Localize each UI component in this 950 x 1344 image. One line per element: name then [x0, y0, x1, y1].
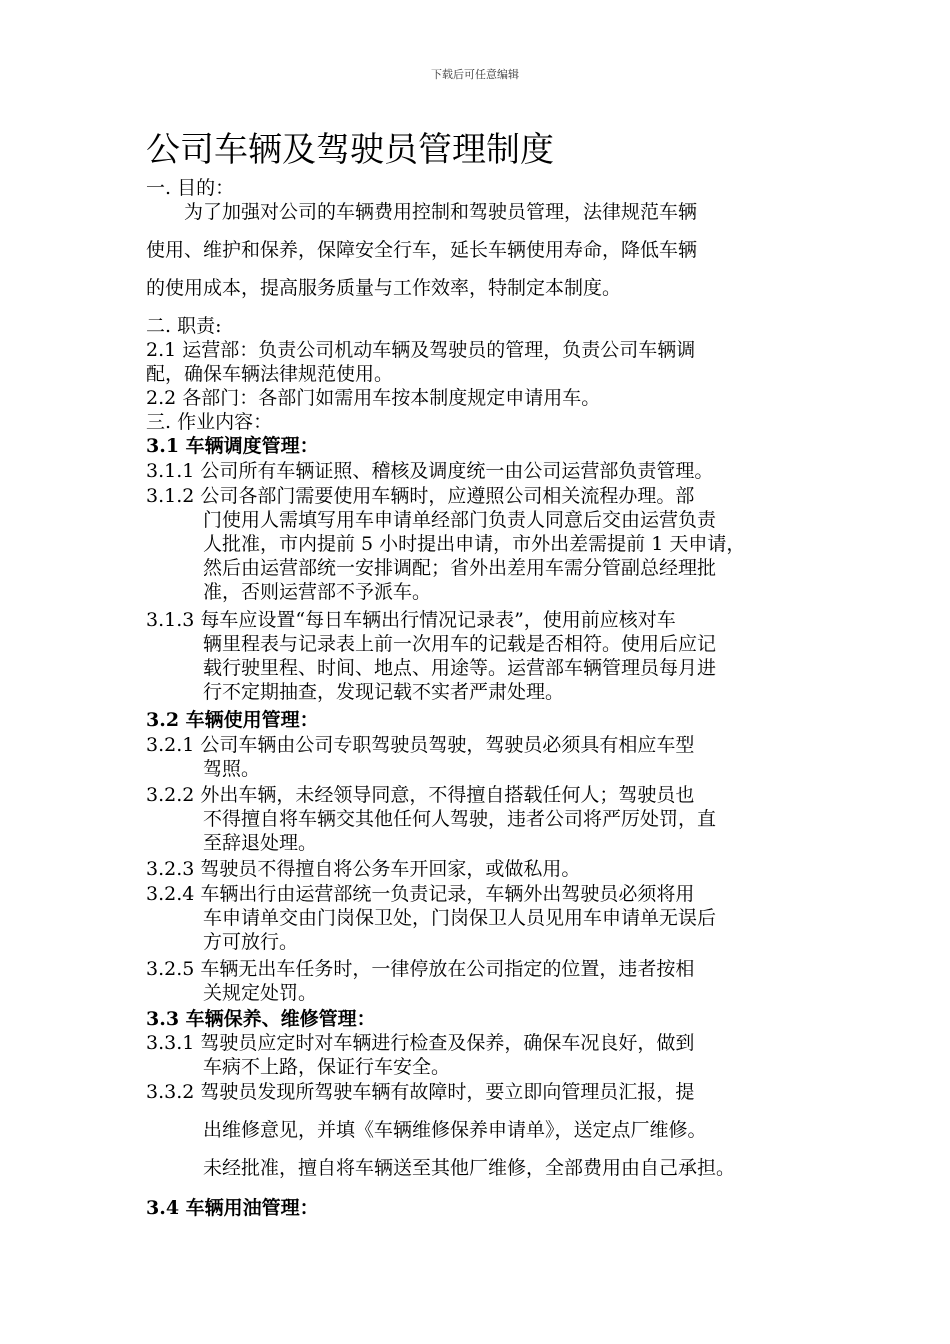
subsection-3-2-heading: 3.2 车辆使用管理：	[146, 709, 319, 731]
document-title: 公司车辆及驾驶员管理制度	[146, 130, 554, 170]
item-line: 2.1 运营部：负责公司机动车辆及驾驶员的管理，负责公司车辆调	[146, 339, 696, 361]
item-line: 辆里程表与记录表上前一次用车的记载是否相符。使用后应记	[203, 633, 717, 655]
header-note: 下载后可任意编辑	[431, 68, 519, 81]
section-3-heading: 三. 作业内容：	[146, 411, 273, 433]
purpose-paragraph	[146, 193, 826, 307]
item-line: 3.1.3 每车应设置“每日车辆出行情况记录表”，使用前应核对车	[146, 609, 676, 631]
item-3-1-2	[146, 484, 826, 604]
item-line: 未经批准，擅自将车辆送至其他厂维修，全部费用由自己承担。	[203, 1157, 736, 1179]
item-3-1-1: 3.1.1 公司所有车辆证照、稽核及调度统一由公司运营部负责管理。	[146, 460, 714, 482]
item-line: 车病不上路，保证行车安全。	[203, 1056, 451, 1078]
paragraph-line: 的使用成本，提高服务质量与工作效率，特制定本制度。	[146, 277, 622, 299]
item-line: 方可放行。	[203, 931, 299, 953]
duty-item-2-2: 2.2 各部门：各部门如需用车按本制度规定申请用车。	[146, 387, 601, 409]
paragraph-line: 使用、维护和保养，保障安全行车，延长车辆使用寿命，降低车辆	[146, 239, 698, 261]
item-line: 3.2.5 车辆无出车任务时，一律停放在公司指定的位置，违者按相	[146, 958, 695, 980]
item-line: 驾照。	[203, 758, 261, 780]
subsection-3-3-heading: 3.3 车辆保养、维修管理：	[146, 1008, 376, 1030]
item-line: 3.2.2 外出车辆，未经领导同意，不得擅自搭载任何人；驾驶员也	[146, 784, 695, 806]
item-line: 门使用人需填写用车申请单经部门负责人同意后交由运营负责	[203, 509, 717, 531]
item-line: 3.3.1 驾驶员应定时对车辆进行检查及保养，确保车况良好，做到	[146, 1032, 695, 1054]
duty-item-2-1	[146, 338, 826, 386]
item-3-3-1	[146, 1031, 826, 1079]
item-line: 载行驶里程、时间、地点、用途等。运营部车辆管理员每月进	[203, 657, 717, 679]
item-3-2-4	[146, 882, 826, 954]
item-line: 出维修意见，并填《车辆维修保养申请单》，送定点厂维修。	[203, 1119, 707, 1141]
item-line: 不得擅自将车辆交其他任何人驾驶，违者公司将严厉处罚，直	[203, 808, 717, 830]
item-3-2-5	[146, 957, 826, 1005]
item-line: 3.2.4 车辆出行由运营部统一负责记录，车辆外出驾驶员必须将用	[146, 883, 695, 905]
item-3-2-1	[146, 733, 826, 781]
subsection-3-1-heading: 3.1 车辆调度管理：	[146, 435, 319, 457]
item-line: 3.1.2 公司各部门需要使用车辆时，应遵照公司相关流程办理。部	[146, 485, 695, 507]
item-3-2-3: 3.2.3 驾驶员不得擅自将公务车开回家，或做私用。	[146, 858, 581, 880]
item-3-2-2	[146, 783, 826, 855]
item-line: 人批准，市内提前 5 小时提出申请，市外出差需提前 1 天申请，	[203, 533, 746, 555]
item-line: 至辞退处理。	[203, 832, 318, 854]
item-line: 3.3.2 驾驶员发现所驾驶车辆有故障时，要立即向管理员汇报，提	[146, 1081, 695, 1103]
item-line: 3.2.1 公司车辆由公司专职驾驶员驾驶，驾驶员必须具有相应车型	[146, 734, 695, 756]
item-line: 配，确保车辆法律规范使用。	[146, 363, 394, 385]
section-1-heading: 一. 目的：	[146, 177, 235, 199]
item-line: 然后由运营部统一安排调配；省外出差用车需分管副总经理批	[203, 557, 717, 579]
item-line: 行不定期抽查，发现记载不实者严肃处理。	[203, 681, 565, 703]
item-3-3-2	[146, 1073, 826, 1187]
paragraph-line: 为了加强对公司的车辆费用控制和驾驶员管理，法律规范车辆	[184, 201, 698, 223]
section-2-heading: 二. 职责:	[146, 315, 222, 337]
item-3-1-3	[146, 608, 826, 704]
item-line: 关规定处罚。	[203, 982, 318, 1004]
item-line: 准，否则运营部不予派车。	[203, 581, 432, 603]
subsection-3-4-heading: 3.4 车辆用油管理：	[146, 1197, 319, 1219]
item-line: 车申请单交由门岗保卫处，门岗保卫人员见用车申请单无误后	[203, 907, 717, 929]
